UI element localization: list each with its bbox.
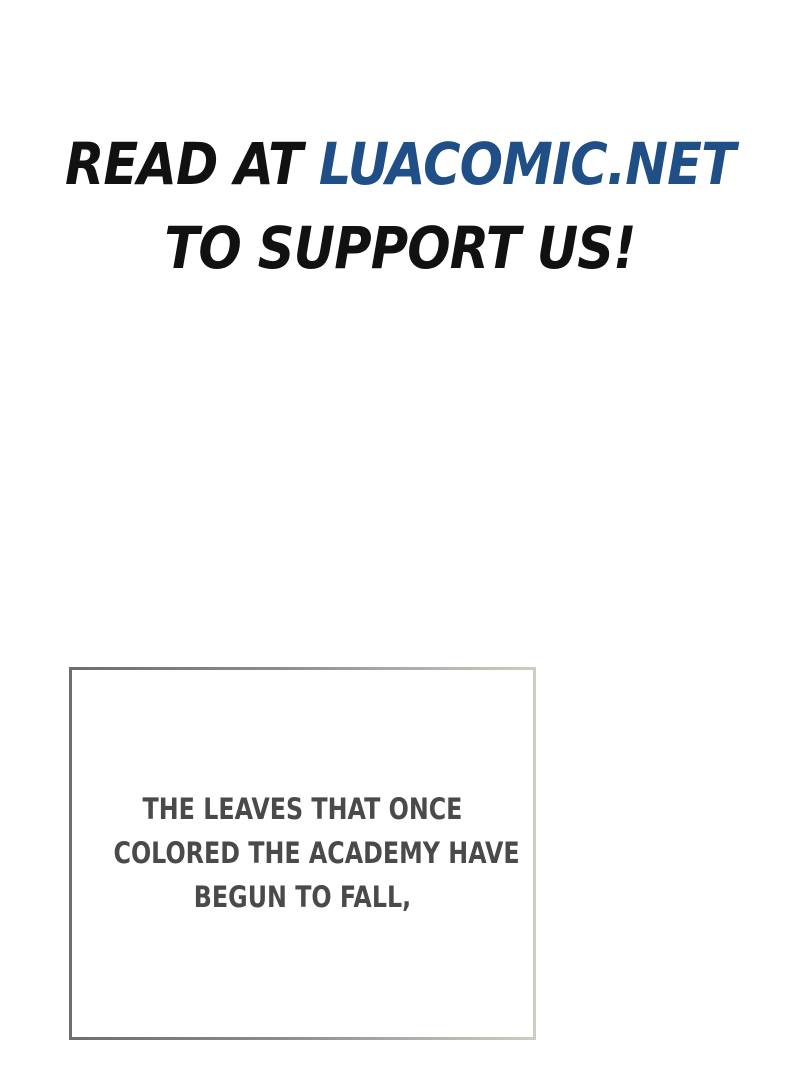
promo-banner (48, 122, 752, 290)
promo-line-2: TO SUPPORT US! (164, 214, 636, 282)
promo-site-link[interactable]: LUACOMIC.NET (318, 130, 736, 198)
narration-text (113, 787, 520, 919)
narration-line: COLORED THE ACADEMY HAVE (113, 836, 520, 870)
narration-line: THE LEAVES THAT ONCE (142, 792, 463, 826)
narration-box (69, 667, 536, 1040)
promo-line-1 (48, 122, 752, 206)
narration-line: BEGUN TO FALL, (193, 880, 412, 914)
promo-prefix: READ AT (64, 130, 319, 198)
